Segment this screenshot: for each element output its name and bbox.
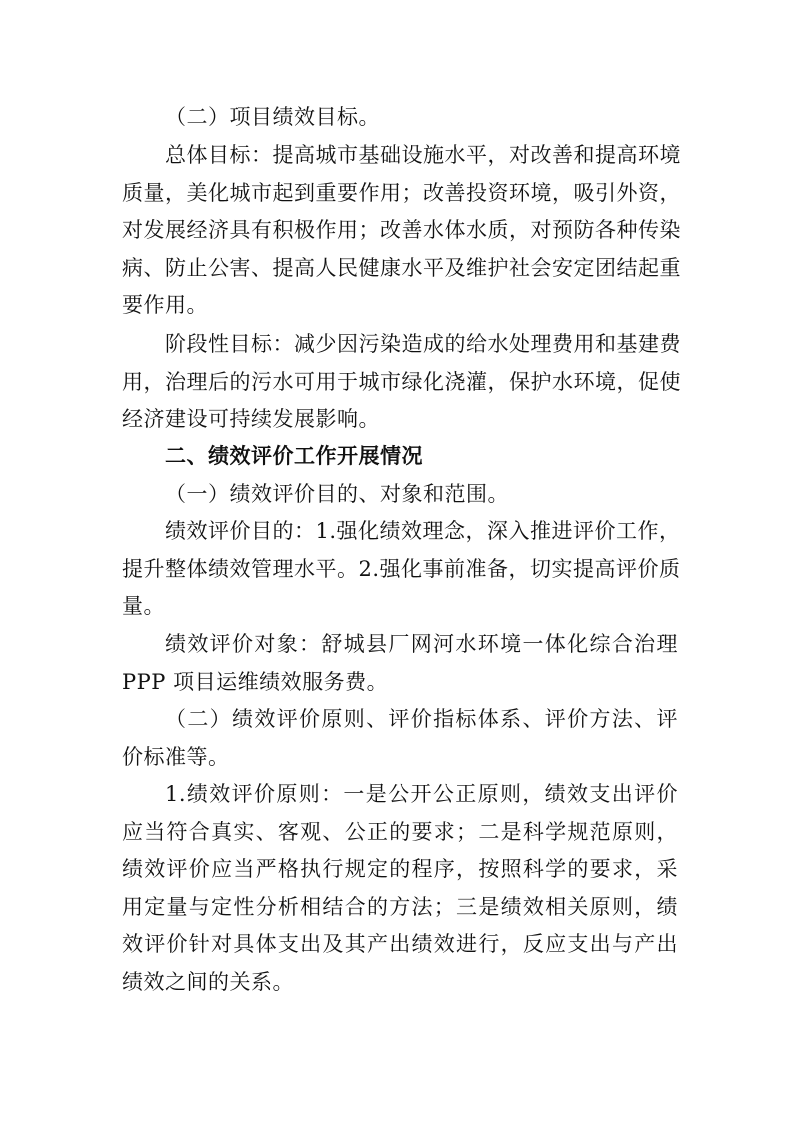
paragraph-stage-goal (122, 326, 681, 439)
text-line: 绩效评价目的：1.强化绩效理念，深入推进评价工作， (165, 519, 681, 543)
subheading-project-goals (122, 99, 678, 137)
paragraph-evaluation-object (122, 626, 678, 701)
text-line: 阶段性目标：减少因污染造成的给水处理费用和基建费 (165, 332, 681, 356)
subheading-evaluation-purpose (122, 476, 678, 514)
text-line: 绩效评价应当严格执行规定的程序，按照科学的要求，采 (122, 857, 678, 882)
paragraph-overall-goal (122, 137, 681, 325)
text-line: （二）项目绩效目标。 (165, 105, 380, 129)
text-line: 用，治理后的污水可用于城市绿化浇灌，保护水环境，促使 (122, 369, 681, 394)
text-line: 经济建设可持续发展影响。 (122, 407, 380, 432)
text-line: （一）绩效评价目的、对象和范围。 (165, 482, 509, 506)
text-line: 对发展经济具有积极作用；改善水体水质，对预防各种传染 (122, 218, 681, 243)
text-line: 应当符合真实、客观、公正的要求；二是科学规范原则， (122, 819, 678, 844)
text-line: 绩效评价对象：舒城县厂网河水环境一体化综合治理 (165, 632, 678, 656)
section-heading (122, 438, 678, 476)
text-line: 1.绩效评价原则：一是公开公正原则，绩效支出评价 (165, 782, 678, 806)
text-line: （二）绩效评价原则、评价指标体系、评价方法、评 (165, 707, 678, 731)
text-line: 总体目标：提高城市基础设施水平，对改善和提高环境 (165, 143, 681, 167)
text-line: 用定量与定性分析相结合的方法；三是绩效相关原则，绩 (122, 894, 678, 919)
text-line: 二、绩效评价工作开展情况 (165, 444, 423, 468)
paragraph-evaluation-principles (122, 776, 678, 1002)
paragraph-evaluation-purpose (122, 513, 681, 626)
subheading-evaluation-principles (122, 701, 678, 776)
text-line: 绩效之间的关系。 (122, 969, 294, 994)
text-line: PPP 项目运维绩效服务费。 (122, 669, 389, 694)
text-line: 提升整体绩效管理水平。2.强化事前准备，切实提高评价质 (122, 556, 681, 581)
text-line: 质量，美化城市起到重要作用；改善投资环境，吸引外资， (122, 180, 681, 205)
text-line: 要作用。 (122, 293, 208, 318)
text-line: 病、防止公害、提高人民健康水平及维护社会安定团结起重 (122, 255, 681, 280)
text-line: 量。 (122, 594, 165, 619)
text-line: 效评价针对具体支出及其产出绩效进行，反应支出与产出 (122, 932, 678, 957)
text-line: 价标准等。 (122, 744, 230, 769)
